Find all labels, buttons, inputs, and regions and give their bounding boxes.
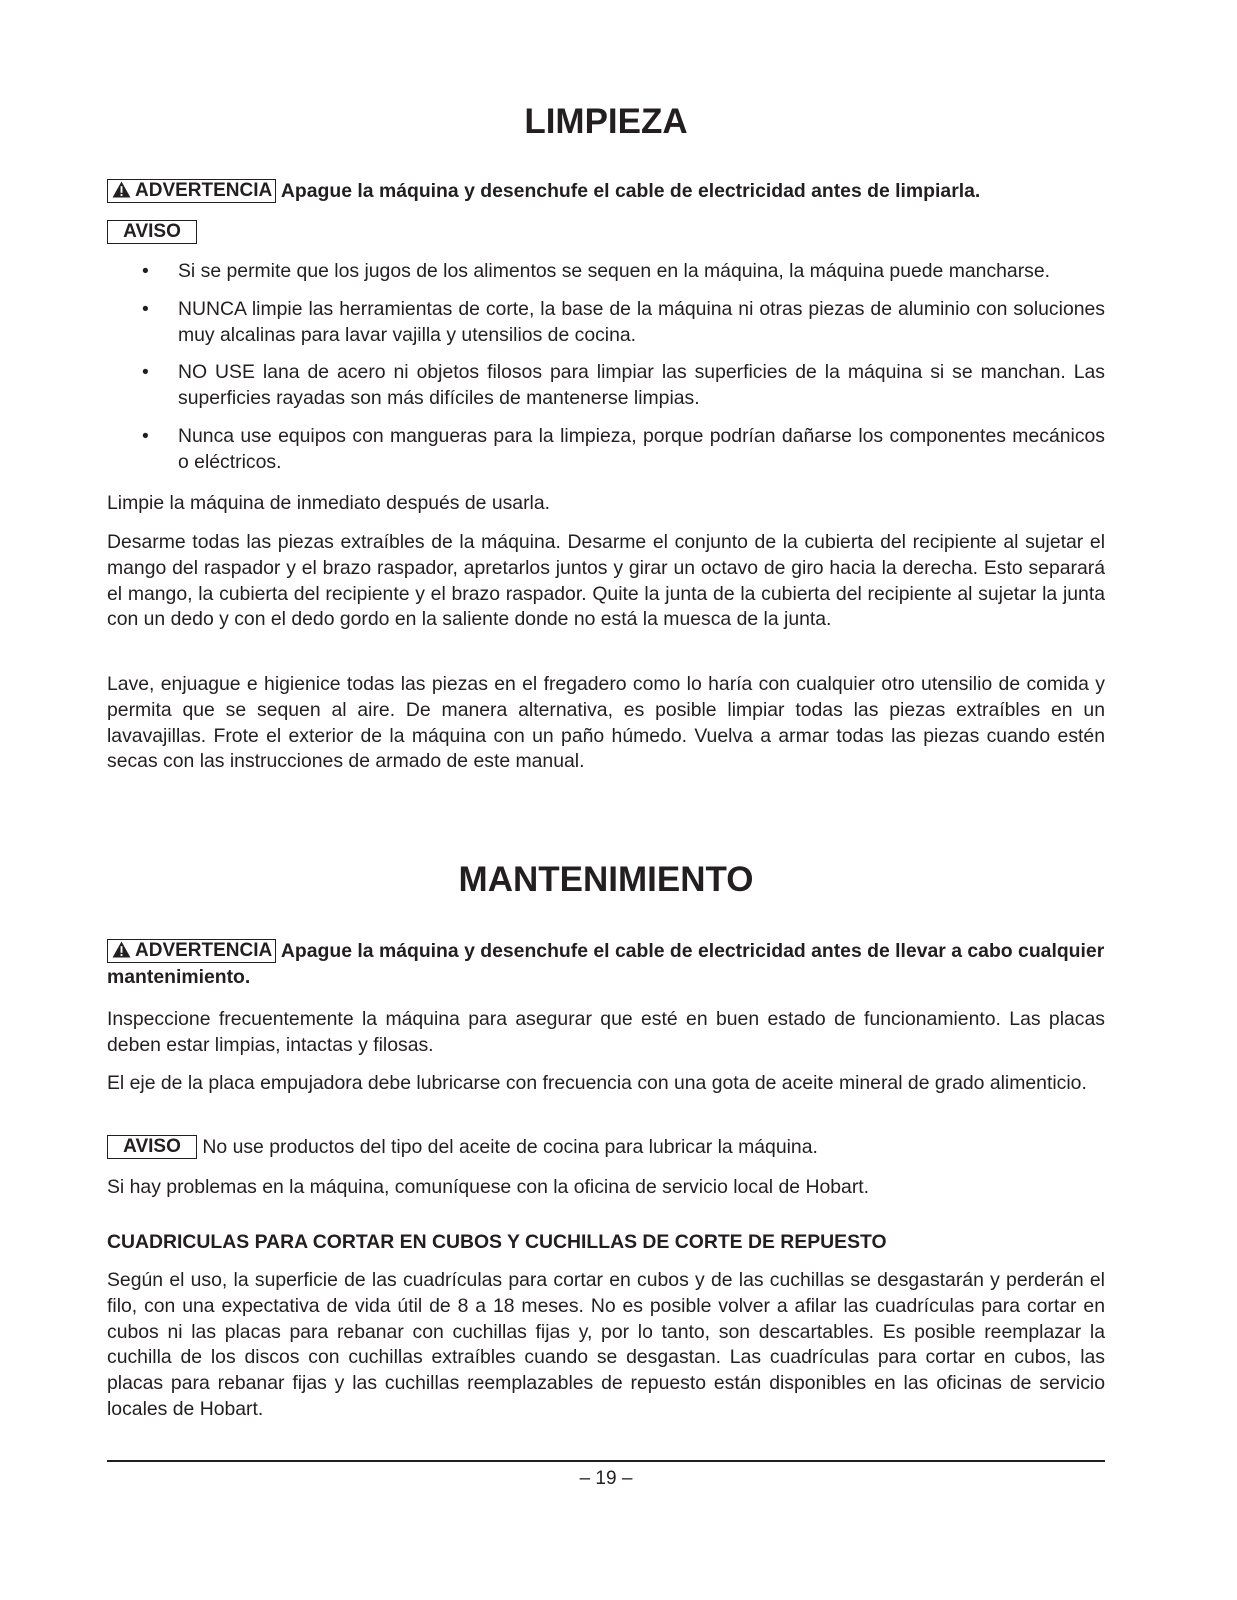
notice-limpieza xyxy=(107,220,1105,244)
list-item xyxy=(107,259,1105,285)
paragraph: Lave, enjuague e higienice todas las piezas en el fregadero como lo haría con cualquier otro utensilio de comida y permita que se sequen al aire. De manera alternativa, es posible limpiar todas las piezas extraíbles en un lavavajillas. Frote el exterior de la máquina con un paño húmedo. Vuelva a armar todas las piezas cuando estén secas con las instrucciones de armado de este manual. xyxy=(107,673,1105,773)
paragraph: Inspeccione frecuentemente la máquina para asegurar que esté en buen estado de funcionamiento. Las placas deben estar limpias, intactas y filosas. xyxy=(107,1008,1105,1056)
footer-divider xyxy=(107,1460,1105,1462)
paragraph: Limpie la máquina de inmediato después de usarla. xyxy=(107,492,551,514)
warning-text: Apague la máquina y desenchufe el cable de electricidad antes de limpiarla. xyxy=(280,180,981,202)
list-item-text: NUNCA limpie las herramientas de corte, la base de la máquina ni otras piezas de aluminio con soluciones muy alcalinas para lavar vajilla y utensilios de cocina. xyxy=(178,297,1105,346)
manual-page xyxy=(107,0,1105,1600)
bullet-icon: • xyxy=(142,297,149,320)
bullet-icon: • xyxy=(142,260,149,282)
page-number: – 19 – xyxy=(579,1468,633,1489)
warning-triangle-icon xyxy=(112,941,131,958)
list-item xyxy=(107,360,1105,412)
warning-tag-label: ADVERTENCIA xyxy=(135,180,273,201)
notice-tag: AVISO xyxy=(107,220,197,244)
warning-triangle-icon xyxy=(112,181,131,198)
section-title-mantenimiento: MANTENIMIENTO xyxy=(458,860,754,899)
bullet-icon: • xyxy=(142,424,149,447)
paragraph: El eje de la placa empujadora debe lubricarse con frecuencia con una gota de aceite mineral de grado alimenticio. xyxy=(107,1072,1087,1094)
notice-tag: AVISO xyxy=(107,1135,197,1159)
paragraph: Desarme todas las piezas extraíbles de la máquina. Desarme el conjunto de la cubierta del recipiente al sujetar el mango del raspador y el brazo raspador, apretarlos juntos y girar un octavo de giro hacia la derecha. Esto separará el mango, la cubierta del recipiente y el brazo raspador. Quite la junta de la cubierta del recipiente al sujetar la junta con un dedo y con el dedo gordo en la saliente donde no está la muesca de la junta. xyxy=(107,531,1105,631)
warning-tag xyxy=(107,939,276,963)
warning-limpieza xyxy=(107,178,1105,204)
list-item xyxy=(107,424,1105,476)
list-item-text: Nunca use equipos con mangueras para la limpieza, porque podrían dañarse los componentes mecánicos o eléctricos. xyxy=(178,424,1105,473)
warning-text: Apague la máquina y desenchufe el cable de electricidad antes de llevar a cabo cualquier mantenimiento. xyxy=(107,940,1105,988)
bullet-icon: • xyxy=(142,361,149,384)
section-title-limpieza: LIMPIEZA xyxy=(524,102,688,141)
notice-mantenimiento xyxy=(107,1135,1105,1161)
warning-tag-label: ADVERTENCIA xyxy=(135,940,273,961)
paragraph: Según el uso, la superficie de las cuadrículas para cortar en cubos y de las cuchillas se desgastarán y perderán el filo, con una expectativa de vida útil de 8 a 18 meses. No es posible volver a afilar las cuadrículas para cortar en cubos ni las placas para rebanar con cuchillas fijas y, por lo tanto, son descartables. Es posible reemplazar la cuchilla de los discos con cuchillas extraíbles cuando se desgastan. Las cuadrículas para cortar en cubos, las placas para rebanar fijas y las cuchillas reemplazables de repuesto están disponibles en las oficinas de servicio locales de Hobart. xyxy=(107,1269,1105,1420)
warning-tag xyxy=(107,179,276,203)
cleaning-precautions-list xyxy=(107,259,1105,488)
subsection-heading: CUADRICULAS PARA CORTAR EN CUBOS Y CUCHILLAS DE CORTE DE REPUESTO xyxy=(107,1231,887,1253)
list-item xyxy=(107,297,1105,349)
warning-mantenimiento xyxy=(107,938,1105,990)
notice-text: No use productos del tipo del aceite de cocina para lubricar la máquina. xyxy=(202,1136,818,1158)
list-item-text: Si se permite que los jugos de los alimentos se sequen en la máquina, la máquina puede mancharse. xyxy=(178,260,1051,282)
list-item-text: NO USE lana de acero ni objetos filosos para limpiar las superficies de la máquina si se manchan. Las superficies rayadas son más difíciles de mantenerse limpias. xyxy=(178,361,1105,410)
paragraph: Si hay problemas en la máquina, comuníquese con la oficina de servicio local de Hobart. xyxy=(107,1176,870,1198)
